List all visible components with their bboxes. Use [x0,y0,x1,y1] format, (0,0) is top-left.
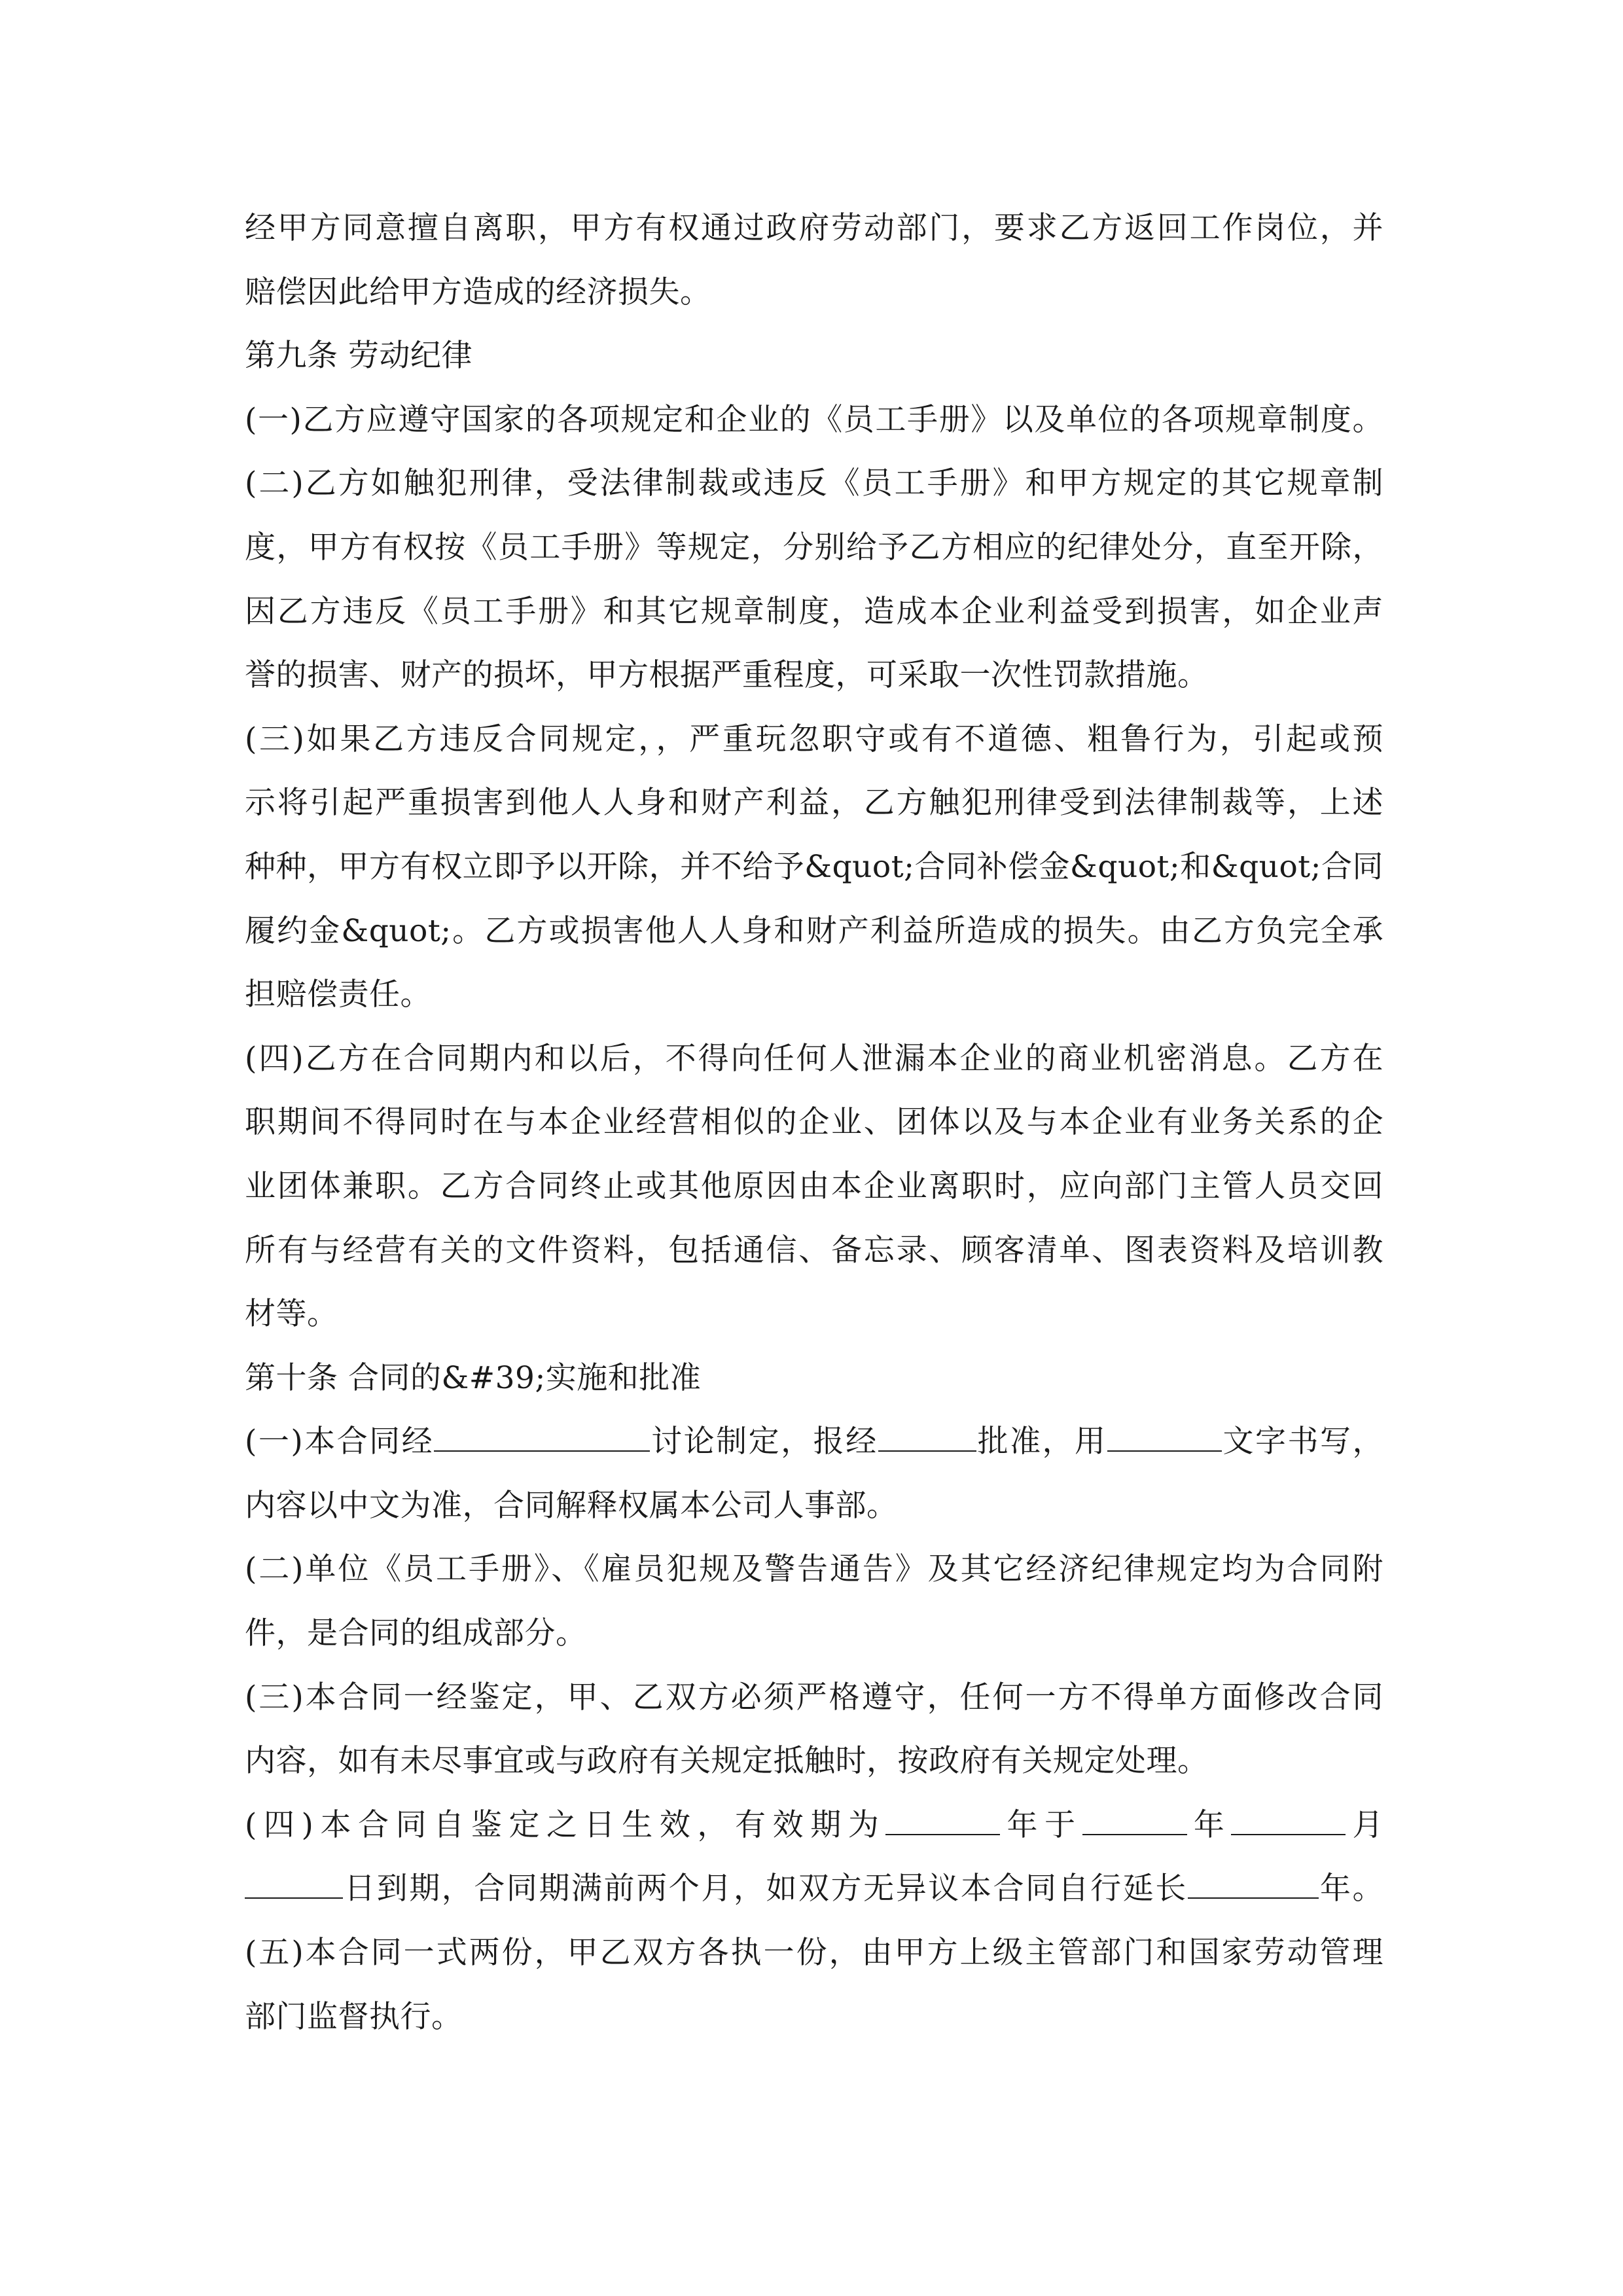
text-segment: 年于 [1000,1806,1082,1843]
fill-in-blank[interactable] [1082,1808,1187,1835]
text-line: 部门监督执行。 [245,1998,463,2035]
text-line: (一)乙方应遵守国家的各项规定和企业的《员工手册》以及单位的各项规章制度。 [245,401,1383,438]
fill-in-blank[interactable] [245,1871,343,1899]
text-line: 示将引起严重损害到他人人身和财产利益，乙方触犯刑律受到法律制裁等，上述 [245,785,1383,821]
text-line: 种种，甲方有权立即予以开除，并不给予&quot;合同补偿金&quot;和&quot;合同 [245,848,1383,885]
text-line: 誉的损害、财产的损坏，甲方根据严重程度，可采取一次性罚款措施。 [245,657,1209,694]
text-line: 赔偿因此给甲方造成的经济损失。 [245,274,711,310]
fill-in-blank[interactable] [434,1424,650,1452]
text-line: (三)本合同一经鉴定，甲、乙双方必须严格遵守，任何一方不得单方面修改合同 [245,1679,1383,1715]
text-line: (四)乙方在合同期内和以后，不得向任何人泄漏本企业的商业机密消息。乙方在 [245,1040,1383,1077]
fill-in-blank[interactable] [1231,1808,1346,1835]
text-line: 所有与经营有关的文件资料，包括通信、备忘录、顾客清单、图表资料及培训教 [245,1232,1383,1268]
text-segment: 年。 [1318,1871,1384,1907]
text-line-with-blanks [245,1793,1383,1857]
text-line-with-blanks [245,1410,1383,1474]
text-segment: 讨论制定，报经 [650,1424,878,1460]
fill-in-blank[interactable] [1188,1871,1319,1899]
text-segment: 月 [1346,1806,1384,1843]
fill-in-blank[interactable] [885,1808,1000,1835]
text-segment: 批准，用 [976,1424,1107,1460]
text-line: (二)单位《员工手册》、《雇员犯规及警告通告》及其它经济纪律规定均为合同附 [245,1551,1383,1588]
article-heading: 第九条 劳动纪律 [245,338,473,374]
text-line: 材等。 [245,1296,338,1333]
text-line: 业团体兼职。乙方合同终止或其他原因由本企业离职时，应向部门主管人员交回 [245,1168,1383,1204]
text-line: 内容以中文为准，合同解释权属本公司人事部。 [245,1487,898,1524]
text-line: 履约金&quot;。乙方或损害他人人身和财产利益所造成的损失。由乙方负完全承 [245,912,1383,949]
text-line: (三)如果乙方违反合同规定，，严重玩忽职守或有不道德、粗鲁行为，引起或预 [245,721,1383,757]
text-line-with-blanks [245,1857,1383,1921]
text-line: 因乙方违反《员工手册》和其它规章制度，造成本企业利益受到损害，如企业声 [245,593,1383,630]
text-segment: (四)本合同自鉴定之日生效，有效期为 [245,1806,886,1843]
text-segment: 年 [1186,1806,1232,1843]
contract-text [245,196,1383,2049]
text-line: 度，甲方有权按《员工手册》等规定，分别给予乙方相应的纪律处分，直至开除， [245,529,1383,565]
text-line: 件，是合同的组成部分。 [245,1615,587,1652]
text-line: (五)本合同一式两份，甲乙双方各执一份，由甲方上级主管部门和国家劳动管理 [245,1935,1383,1971]
text-segment: 文字书写， [1221,1424,1384,1460]
article-heading: 第十条 合同的&#39;实施和批准 [245,1359,702,1396]
text-line: (二)乙方如触犯刑律，受法律制裁或违反《员工手册》和甲方规定的其它规章制 [245,465,1383,502]
text-line: 经甲方同意擅自离职，甲方有权通过政府劳动部门，要求乙方返回工作岗位，并 [245,210,1383,246]
text-line: 担赔偿责任。 [245,977,431,1013]
fill-in-blank[interactable] [1107,1424,1222,1452]
text-segment: 日到期，合同期满前两个月，如双方无异议本合同自行延长 [343,1871,1188,1907]
text-line: 内容，如有未尽事宜或与政府有关规定抵触时，按政府有关规定处理。 [245,1743,1209,1780]
fill-in-blank[interactable] [878,1424,976,1452]
text-line: 职期间不得同时在与本企业经营相似的企业、团体以及与本企业有业务关系的企 [245,1104,1383,1141]
text-segment: (一)本合同经 [245,1424,435,1460]
